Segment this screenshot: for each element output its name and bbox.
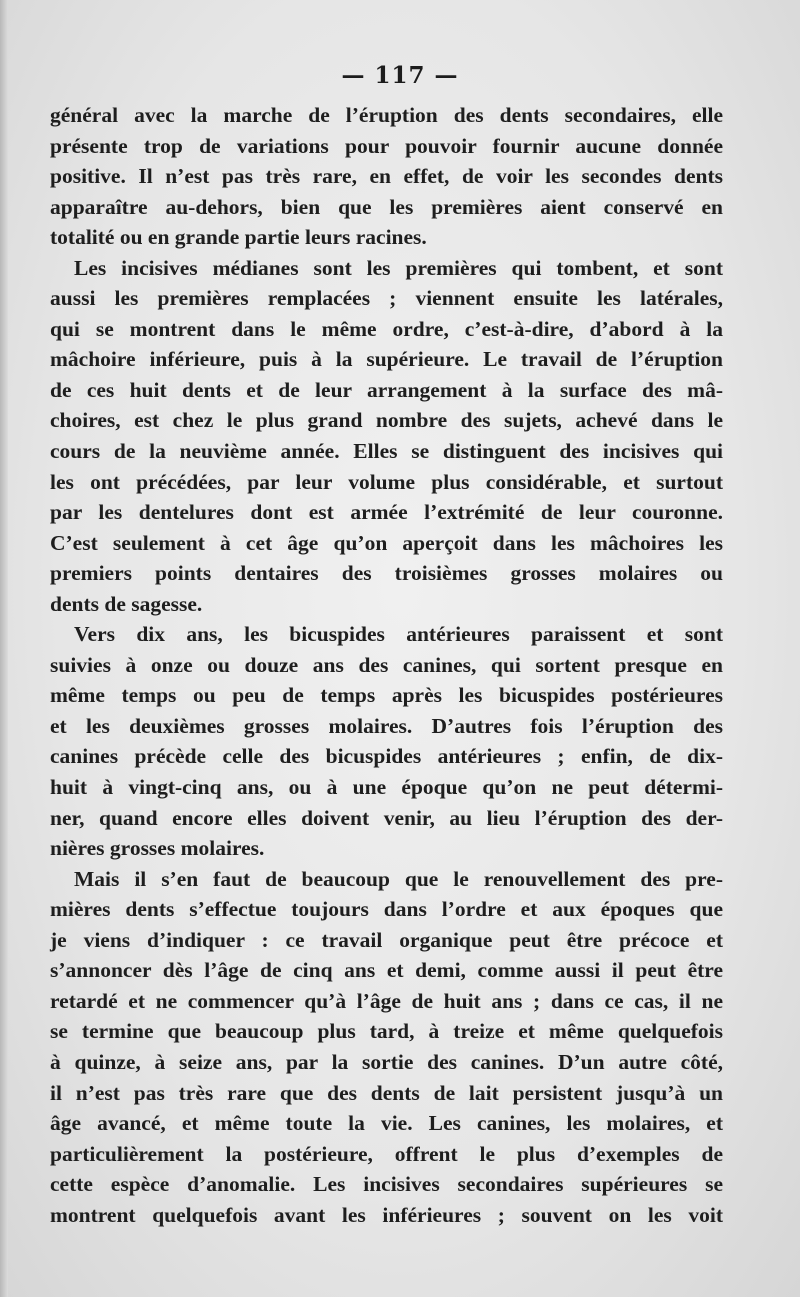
text-line: de ces huit dents et de leur arrangement à la surface des mâ- bbox=[50, 377, 723, 402]
paragraph-2 bbox=[50, 253, 723, 620]
text-line: les ont précédées, par leur volume plus considérable, et surtout bbox=[50, 469, 723, 494]
text-line: retardé et ne commencer qu’à l’âge de huit ans ; dans ce cas, il ne bbox=[50, 988, 723, 1013]
text-line: Les incisives médianes sont les premières qui tombent, et sont bbox=[74, 255, 723, 280]
text-line: suivies à onze ou douze ans des canines, qui sortent presque en bbox=[50, 652, 723, 677]
text-line: canines précède celle des bicuspides antérieures ; enfin, de dix- bbox=[50, 744, 723, 769]
text-line: mâchoire inférieure, puis à la supérieure. Le travail de l’éruption bbox=[50, 347, 723, 372]
text-line: premiers points dentaires des troisièmes grosses molaires ou bbox=[50, 561, 723, 586]
text-line: mières dents s’effectue toujours dans l’ordre et aux époques que bbox=[50, 897, 723, 922]
paragraph-3 bbox=[50, 619, 723, 863]
text-line: dents de sagesse. bbox=[50, 591, 203, 616]
text-line: et les deuxièmes grosses molaires. D’autres fois l’éruption des bbox=[50, 713, 723, 738]
page-number: — 117 — bbox=[341, 62, 459, 89]
text-line: apparaître au-dehors, bien que les premières aient conservé en bbox=[50, 194, 723, 219]
text-line: particulièrement la postérieure, offrent le plus d’exemples de bbox=[50, 1141, 723, 1166]
text-line: aussi les premières remplacées ; viennent ensuite les latérales, bbox=[50, 286, 723, 311]
text-line: même temps ou peu de temps après les bicuspides postérieures bbox=[50, 683, 723, 708]
text-line: âge avancé, et même toute la vie. Les canines, les molaires, et bbox=[50, 1111, 723, 1136]
text-line: général avec la marche de l’éruption des dents secondaires, elle bbox=[50, 103, 723, 127]
text-line: à quinze, à seize ans, par la sortie des canines. D’un autre côté, bbox=[50, 1049, 723, 1074]
text-line: s’annoncer dès l’âge de cinq ans et demi, comme aussi il peut être bbox=[50, 958, 723, 983]
text-line: qui se montrent dans le même ordre, c’est-à-dire, d’abord à la bbox=[50, 316, 723, 341]
page-edge-shadow bbox=[0, 0, 8, 1297]
text-line: Mais il s’en faut de beaucoup que le renouvellement des pre- bbox=[74, 866, 723, 891]
text-line: huit à vingt-cinq ans, ou à une époque qu’on ne peut détermi- bbox=[50, 775, 723, 800]
text-line: C’est seulement à cet âge qu’on aperçoit dans les mâchoires les bbox=[50, 530, 723, 555]
paragraph-1 bbox=[50, 100, 723, 253]
text-line: totalité ou en grande partie leurs racines. bbox=[50, 225, 427, 250]
text-line: il n’est pas très rare que des dents de lait persistent jusqu’à un bbox=[50, 1080, 723, 1105]
text-line: je viens d’indiquer : ce travail organique peut être précoce et bbox=[50, 927, 723, 952]
text-line: positive. Il n’est pas très rare, en effet, de voir les secondes dents bbox=[50, 164, 723, 189]
text-line: cette espèce d’anomalie. Les incisives secondaires supérieures se bbox=[50, 1172, 723, 1197]
text-line: choires, est chez le plus grand nombre des sujets, achevé dans le bbox=[50, 408, 723, 433]
text-line: montrent quelquefois avant les inférieures ; souvent on les voit bbox=[50, 1202, 723, 1227]
text-line: présente trop de variations pour pouvoir fournir aucune donnée bbox=[50, 133, 723, 158]
text-line: ner, quand encore elles doivent venir, au lieu l’éruption des der- bbox=[50, 805, 723, 830]
text-line: nières grosses molaires. bbox=[50, 836, 265, 861]
paragraph-4 bbox=[50, 864, 723, 1231]
text-line: se termine que beaucoup plus tard, à treize et même quelquefois bbox=[50, 1019, 723, 1044]
text-line: Vers dix ans, les bicuspides antérieures paraissent et sont bbox=[74, 622, 723, 647]
body-text bbox=[50, 100, 723, 1230]
text-line: cours de la neuvième année. Elles se distinguent des incisives qui bbox=[50, 439, 723, 464]
text-line: par les dentelures dont est armée l’extrémité de leur couronne. bbox=[50, 500, 723, 525]
